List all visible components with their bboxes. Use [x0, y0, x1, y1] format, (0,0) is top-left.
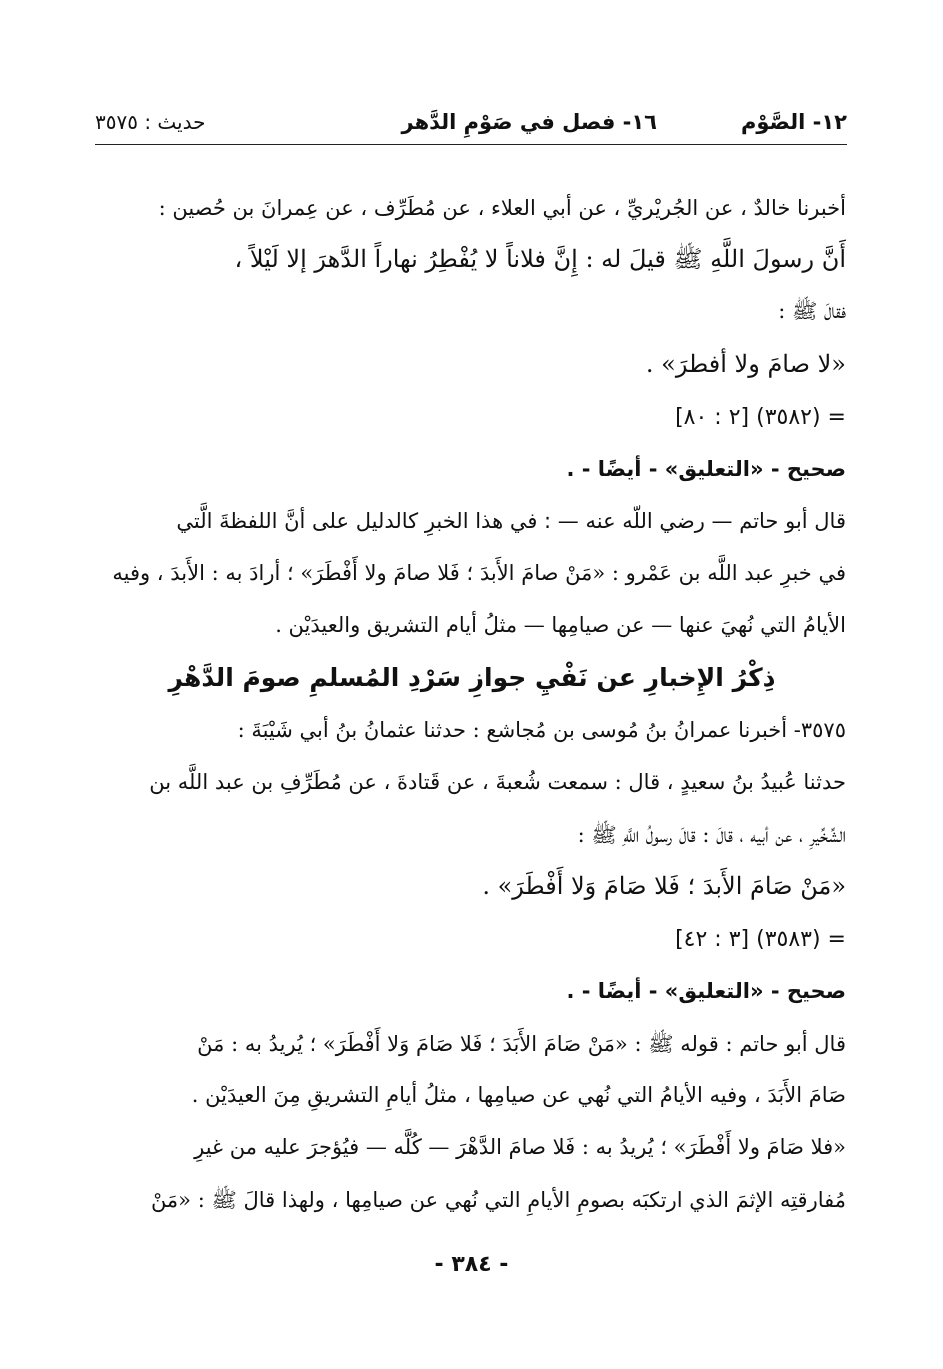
- header-book-title: ١٢- الصَّوْم: [740, 110, 847, 134]
- commentary-line: قال أبو حاتم : قوله ﷺ : «مَنْ صَامَ الأَبَدَ ؛ فَلا صَامَ وَلا أَفْطَرَ» ؛ يُريدُ به : مَنْ: [197, 1032, 846, 1056]
- commentary-line: قال أبو حاتم — رضي اللّه عنه — : في هذا الخبرِ كالدليل على أنَّ اللفظةَ الَّتي: [176, 509, 846, 533]
- commentary-line: مُفارقتِه الإثمَ الذي ارتكبَه بصومِ الأيامِ التي نُهي عن صيامِها ، ولهذا قالَ ﷺ : «مَنْ: [150, 1188, 846, 1212]
- hadith-chain-line: ٣٥٧٥- أخبرنا عمرانُ بنُ مُوسى بن مُجاشع : حدثنا عثمانُ بنُ أبي شَيْبَةَ :: [237, 718, 846, 742]
- cross-reference: = (٣٥٨٢) [٢ : ٨٠]: [675, 405, 846, 430]
- cross-reference: = (٣٥٨٣) [٣ : ٤٢]: [675, 927, 846, 952]
- hadith-matn: «مَنْ صَامَ الأَبدَ ؛ فَلا صَامَ وَلا أَفْطَرَ» .: [482, 872, 846, 900]
- hadith-chain-line: حدثنا عُبيدُ بنُ سعيدٍ ، قال : سمعت شُعبةَ ، عن قَتادةَ ، عن مُطَرِّفِ بن عبد اللَّه بن: [149, 770, 846, 794]
- commentary-line: «فلا صَامَ ولا أَفْطَرَ» ؛ يُريدُ به : فَلا صامَ الدَّهْرَ — كُلَّه — فيُؤجرَ عليه من غيرِ: [194, 1135, 846, 1159]
- grading-note: صحيح - «التعليق» - أيضًا - .: [566, 457, 846, 481]
- text-line-chain: أخبرنا خالدٌ ، عن الجُريْريِّ ، عن أبي العلاء ، عن مُطَرِّف ، عن عِمرانَ بن حُصين :: [158, 196, 846, 220]
- hadith-chain-line: الشِّخِّيرِ ، عن أبيه ، قالَ : قالَ رسولُ اللَّهِ ﷺ :: [577, 823, 846, 847]
- grading-note: صحيح - «التعليق» - أيضًا - .: [566, 979, 846, 1003]
- text-line-quote: «لا صامَ ولا أفطرَ» .: [645, 350, 846, 378]
- section-title: ذِكْرُ الإِخبارِ عن نَفْيِ جوازِ سَرْدِ المُسلمِ صومَ الدَّهْرِ: [168, 663, 776, 692]
- text-line: فقالَ ﷺ :: [778, 299, 846, 323]
- text-line-matn: أَنَّ رسولَ اللَّهِ ﷺ قيلَ له : إِنَّ فلاناً لا يُفْطِرُ نهاراً الدَّهرَ إلا لَيْلاً ،: [234, 245, 846, 273]
- commentary-line: في خبرِ عبد اللَّه بن عَمْرو : «مَنْ صامَ الأَبدَ ؛ فَلا صامَ ولا أَفْطَرَ» ؛ أرادَ به : الأَبدَ ، وفيه: [112, 561, 846, 585]
- commentary-line: صَامَ الأَبَدَ ، وفيه الأيامُ التي نُهي عن صيامِها ، مثلُ أيامِ التشريقِ مِنَ العيدَيْن .: [191, 1083, 846, 1107]
- running-header: [95, 108, 847, 145]
- header-chapter-title: ١٦- فصل في صَوْمِ الدَّهر: [401, 110, 657, 134]
- commentary-line: الأيامُ التي نُهيَ عنها — عن صيامِها — مثلُ أيام التشريق والعيدَيْن .: [275, 613, 846, 637]
- header-hadith-number: حديث : ٣٥٧٥: [95, 110, 206, 134]
- page-number: - ٣٨٤ -: [434, 1252, 509, 1277]
